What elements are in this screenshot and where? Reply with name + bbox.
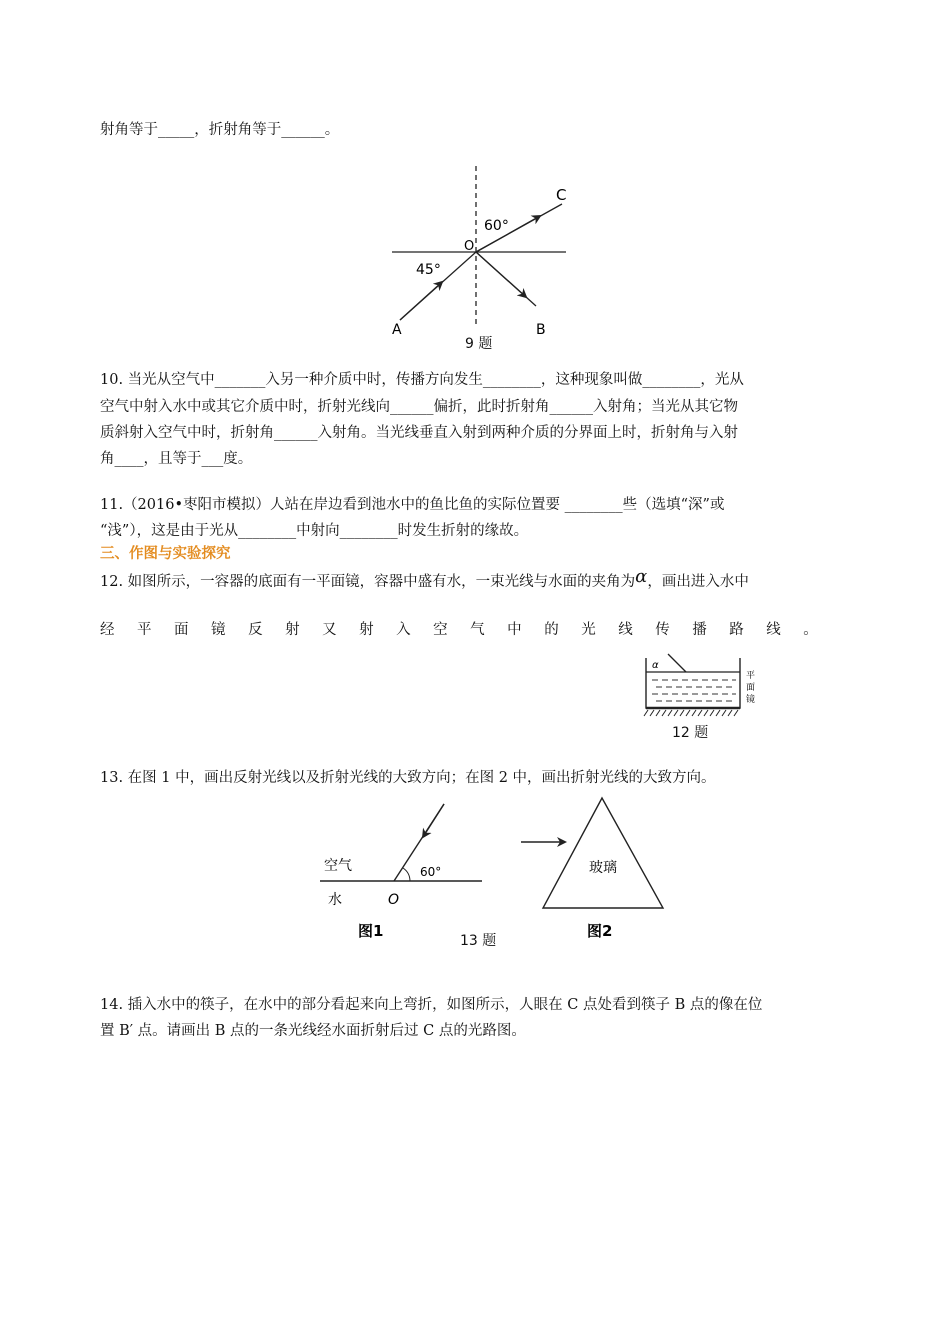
light-ray bbox=[668, 654, 686, 672]
q12-line-2-char: 的 bbox=[544, 622, 559, 638]
fig2-caption: 图2 bbox=[587, 922, 613, 940]
q9-answer-line: 射角等于_____，折射角等于______。 bbox=[100, 122, 340, 138]
label-b: B bbox=[536, 322, 546, 338]
q12-line-2-char: 平 bbox=[137, 622, 152, 638]
alpha-symbol: α bbox=[635, 566, 648, 587]
label-glass: 玻璃 bbox=[589, 860, 617, 876]
label-air: 空气 bbox=[324, 858, 352, 874]
angle-60: 60° bbox=[484, 218, 509, 234]
q11-line-2: “浅”），这是由于光从________中射向________时发生折射的缘故。 bbox=[100, 523, 529, 539]
q12-line-2-char: 经 bbox=[100, 622, 115, 638]
q13-fig1 bbox=[310, 800, 495, 950]
q13-line-1: 13. 在图 1 中，画出反射光线以及折射光线的大致方向；在图 2 中，画出折射光线的大致方向。 bbox=[100, 770, 716, 786]
q10-line-2: 空气中射入水中或其它介质中时，折射光线向______偏折，此时折射角______入射角；当光从其它物 bbox=[100, 399, 738, 415]
q12-line-2-char: 面 bbox=[174, 622, 189, 638]
q12-line-1-text: 12. 如图所示，一容器的底面有一平面镜，容器中盛有水，一束光线与水面的夹角为 bbox=[100, 574, 636, 590]
q9-caption: 9 题 bbox=[465, 336, 493, 352]
q14-line-1: 14. 插入水中的筷子，在水中的部分看起来向上弯折，如图所示，人眼在 C 点处看到筷子 B 点的像在位 bbox=[100, 997, 763, 1013]
svg-text:平: 平 bbox=[746, 671, 756, 681]
label-o: O bbox=[464, 239, 475, 254]
label-o-13: O bbox=[388, 892, 400, 908]
q12-line-2-char: 又 bbox=[322, 622, 337, 638]
q12-caption: 12 题 bbox=[672, 725, 709, 741]
q12-line-2-char: 。 bbox=[803, 622, 818, 638]
q10-line-3: 质斜射入空气中时，折射角______入射角。当光线垂直入射到两种介质的分界面上时，折射角与入射 bbox=[100, 425, 738, 441]
q12-line-2-char: 路 bbox=[729, 622, 744, 638]
q13-fig2 bbox=[515, 792, 700, 947]
label-c: C bbox=[556, 186, 567, 204]
svg-text:面: 面 bbox=[746, 683, 756, 693]
q12-line-2-char: 播 bbox=[692, 622, 707, 638]
angle-45: 45° bbox=[416, 262, 441, 278]
q12-line-2-char: 反 bbox=[248, 622, 263, 638]
q12-line-2-char: 线 bbox=[618, 622, 633, 638]
q12-line-2-char: 镜 bbox=[211, 622, 226, 638]
q11-line-1: 11.（2016•枣阳市模拟）人站在岸边看到池水中的鱼比鱼的实际位置要 ________些（选填“深”或 bbox=[100, 497, 725, 513]
svg-text:镜: 镜 bbox=[746, 695, 756, 705]
q12-line-2-char: 光 bbox=[581, 622, 596, 638]
q9-refraction-figure bbox=[380, 160, 580, 352]
angle-60-13: 60° bbox=[420, 865, 442, 879]
q12-line-2-char: 射 bbox=[285, 622, 300, 638]
q12-line-2-char: 线 bbox=[766, 622, 781, 638]
fig1-caption: 图1 bbox=[358, 922, 384, 940]
q13-caption: 13 题 bbox=[460, 933, 497, 949]
label-a: A bbox=[392, 322, 402, 338]
fig12-alpha: α bbox=[652, 660, 659, 671]
q12-line-2-char: 气 bbox=[470, 622, 485, 638]
q12-line-2-char: 空 bbox=[433, 622, 448, 638]
q12-line-2-char: 射 bbox=[359, 622, 374, 638]
q12-line-2-char: 传 bbox=[655, 622, 670, 638]
label-water: 水 bbox=[328, 892, 342, 908]
q12-line-2-char: 入 bbox=[396, 622, 411, 638]
q12-line-1-tail: ，画出进入水中 bbox=[647, 574, 749, 590]
q10-line-4: 角____，且等于___度。 bbox=[100, 451, 253, 467]
q12-line-2-char: 中 bbox=[507, 622, 522, 638]
glass-prism bbox=[543, 798, 663, 908]
q10-line-1: 10. 当光从空气中_______入另一种介质中时，传播方向发生________，这种现象叫做________，光从 bbox=[100, 372, 744, 388]
section-heading: 三、作图与实验探究 bbox=[100, 546, 231, 562]
q12-container-figure bbox=[640, 640, 765, 722]
q12-line-2 bbox=[100, 620, 818, 640]
q14-line-2: 置 B′ 点。请画出 B 点的一条光线经水面折射后过 C 点的光路图。 bbox=[100, 1023, 526, 1039]
q12-line-1 bbox=[100, 566, 852, 592]
